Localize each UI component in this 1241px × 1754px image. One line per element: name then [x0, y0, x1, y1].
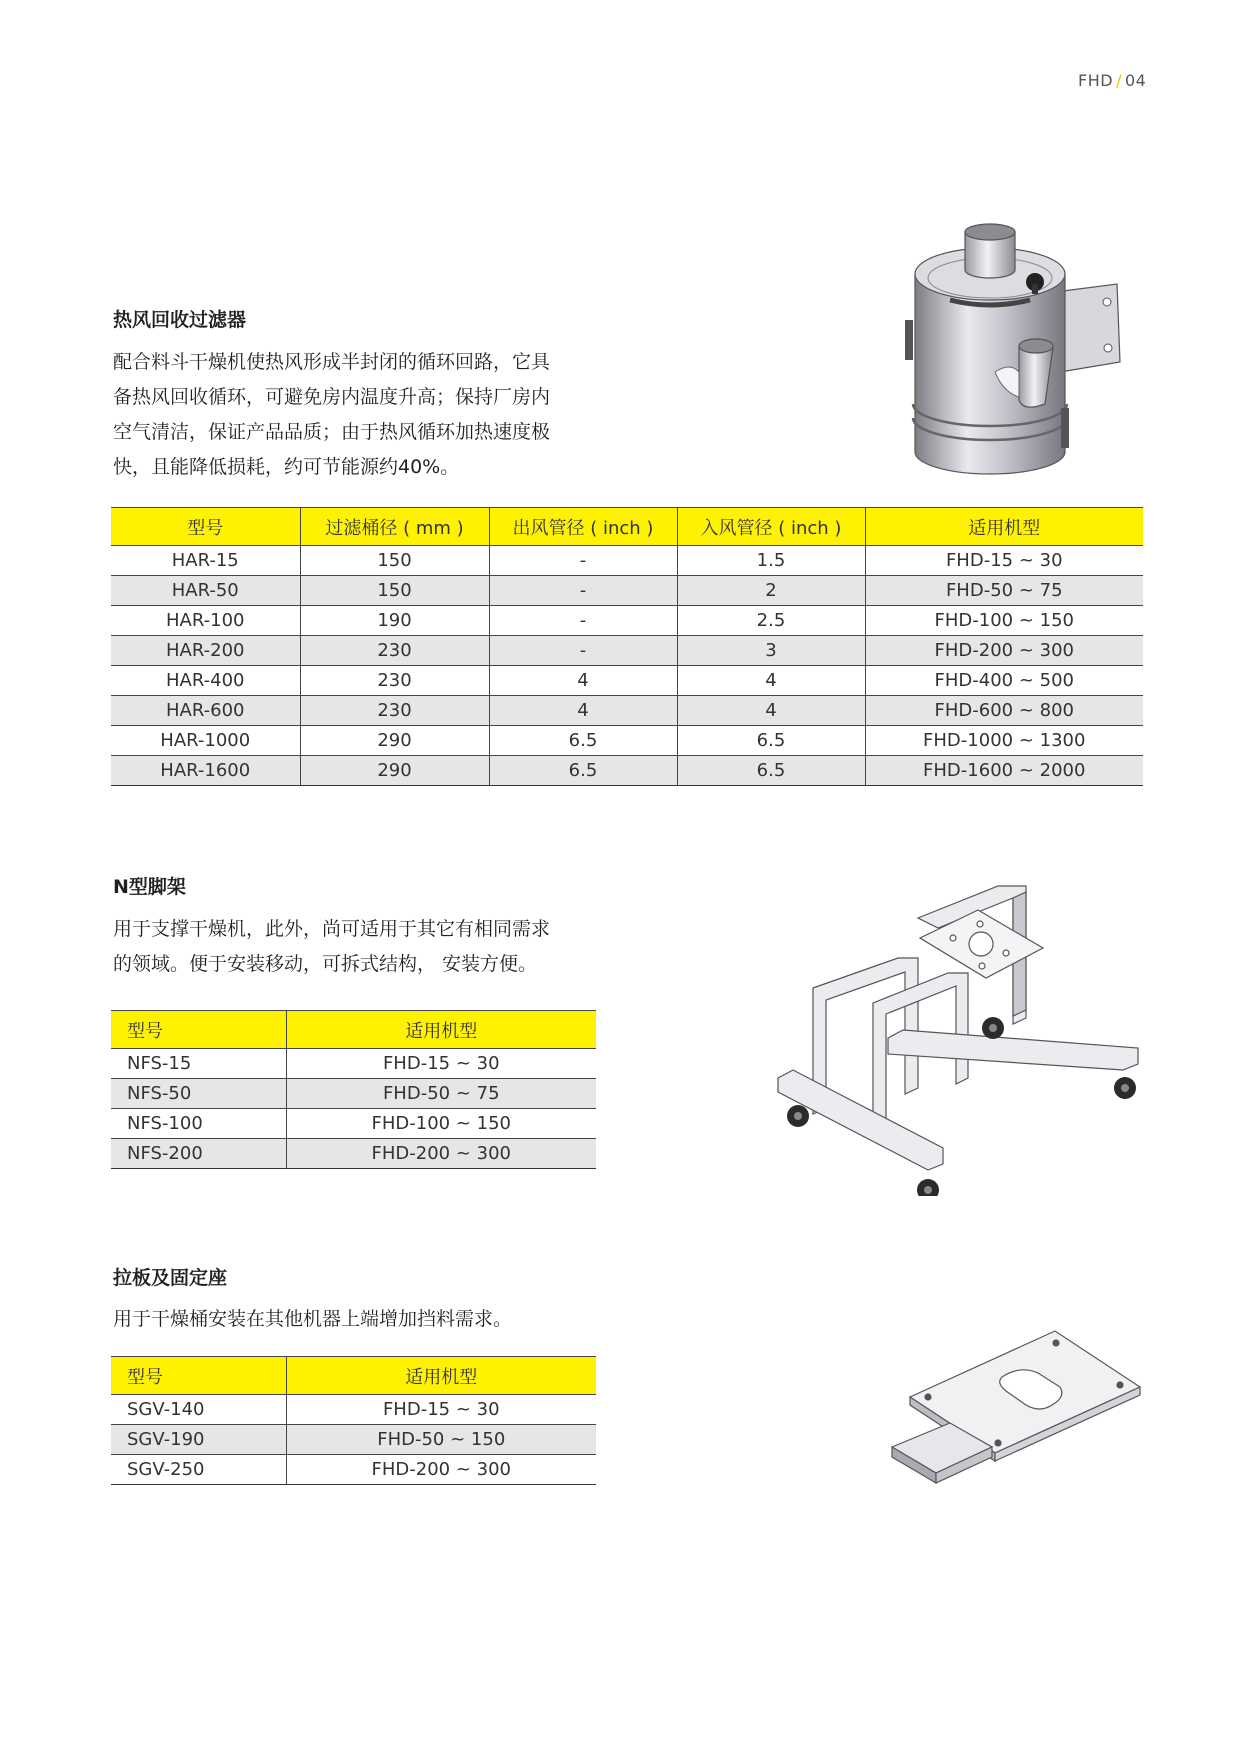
table-row: [111, 606, 1143, 636]
har-description-line: 空气清洁，保证产品品质；由于热风循环加热速度极: [113, 421, 551, 443]
har-description-line: 快，且能降低损耗，约可节能源约40%。: [113, 456, 460, 478]
table-cell: 6.5: [489, 756, 677, 786]
nfs-section-title: N型脚架: [113, 876, 186, 898]
table-cell: HAR-1000: [111, 726, 300, 756]
table-cell: 150: [300, 576, 489, 606]
table-cell: 1.5: [677, 546, 865, 576]
table-cell: FHD-15 ~ 30: [286, 1395, 596, 1425]
table-row: [111, 1049, 596, 1079]
table-cell: FHD-1000 ~ 1300: [865, 726, 1143, 756]
table-cell: SGV-250: [111, 1455, 286, 1485]
table-cell: FHD-1600 ~ 2000: [865, 756, 1143, 786]
table-header-row: [111, 1357, 596, 1395]
sgv-description: [113, 1302, 512, 1337]
table-cell: 3: [677, 636, 865, 666]
hot-air-filter-image: [895, 222, 1135, 490]
table-cell: HAR-600: [111, 696, 300, 726]
table-cell: 6.5: [489, 726, 677, 756]
table-cell: 6.5: [677, 756, 865, 786]
table-cell: 230: [300, 636, 489, 666]
har-description-line: 配合料斗干燥机使热风形成半封闭的循环回路，它具: [113, 351, 551, 373]
table-cell: -: [489, 546, 677, 576]
table-cell: 290: [300, 726, 489, 756]
column-header: 过滤桶径 ( mm ): [300, 508, 489, 546]
table-cell: FHD-200 ~ 300: [286, 1455, 596, 1485]
table-cell: 230: [300, 696, 489, 726]
column-header: 入风管径 ( inch ): [677, 508, 865, 546]
table-cell: SGV-140: [111, 1395, 286, 1425]
table-cell: FHD-600 ~ 800: [865, 696, 1143, 726]
nfs-description: [113, 912, 550, 982]
table-cell: 4: [489, 696, 677, 726]
table-cell: -: [489, 576, 677, 606]
n-stand-image: [768, 878, 1148, 1196]
table-header-row: [111, 508, 1143, 546]
table-cell: 6.5: [677, 726, 865, 756]
slide-plate-image: [880, 1325, 1145, 1495]
nfs-description-line: 的领域。便于安装移动，可拆式结构， 安装方便。: [113, 953, 538, 975]
table-cell: 2.5: [677, 606, 865, 636]
table-cell: 4: [489, 666, 677, 696]
table-cell: FHD-200 ~ 300: [286, 1139, 596, 1169]
table-cell: HAR-400: [111, 666, 300, 696]
table-cell: FHD-50 ~ 150: [286, 1425, 596, 1455]
table-row: [111, 756, 1143, 786]
sgv-section-title: 拉板及固定座: [113, 1267, 228, 1289]
table-row: [111, 636, 1143, 666]
table-cell: FHD-100 ~ 150: [865, 606, 1143, 636]
column-header: 出风管径 ( inch ): [489, 508, 677, 546]
table-cell: NFS-100: [111, 1109, 286, 1139]
har-description-line: 备热风回收循环，可避免房内温度升高；保持厂房内: [113, 386, 551, 408]
column-header: 适用机型: [286, 1357, 596, 1395]
table-cell: NFS-15: [111, 1049, 286, 1079]
table-cell: SGV-190: [111, 1425, 286, 1455]
table-cell: FHD-400 ~ 500: [865, 666, 1143, 696]
table-cell: 4: [677, 696, 865, 726]
table-cell: FHD-50 ~ 75: [865, 576, 1143, 606]
table-row: [111, 546, 1143, 576]
table-cell: HAR-50: [111, 576, 300, 606]
sgv-description-line: 用于干燥桶安装在其他机器上端增加挡料需求。: [113, 1308, 513, 1330]
column-header: 型号: [111, 1357, 286, 1395]
table-row: [111, 576, 1143, 606]
table-cell: HAR-15: [111, 546, 300, 576]
table-cell: FHD-200 ~ 300: [865, 636, 1143, 666]
table-cell: FHD-15 ~ 30: [865, 546, 1143, 576]
table-cell: 4: [677, 666, 865, 696]
table-cell: HAR-100: [111, 606, 300, 636]
table-cell: HAR-200: [111, 636, 300, 666]
table-row: [111, 1395, 596, 1425]
har-spec-table: [111, 507, 1143, 786]
table-cell: -: [489, 636, 677, 666]
page-separator: /: [1116, 71, 1122, 90]
column-header: 型号: [111, 508, 300, 546]
column-header: 适用机型: [286, 1011, 596, 1049]
table-cell: 190: [300, 606, 489, 636]
page-number: [1078, 71, 1146, 90]
table-cell: NFS-200: [111, 1139, 286, 1169]
table-row: [111, 1425, 596, 1455]
table-row: [111, 1139, 596, 1169]
table-cell: 150: [300, 546, 489, 576]
column-header: 适用机型: [865, 508, 1143, 546]
table-cell: 2: [677, 576, 865, 606]
table-cell: NFS-50: [111, 1079, 286, 1109]
table-cell: -: [489, 606, 677, 636]
table-cell: FHD-15 ~ 30: [286, 1049, 596, 1079]
har-section-title: 热风回收过滤器: [113, 309, 247, 331]
table-row: [111, 1109, 596, 1139]
table-cell: 230: [300, 666, 489, 696]
table-cell: FHD-50 ~ 75: [286, 1079, 596, 1109]
brand-label: FHD: [1078, 71, 1114, 90]
table-row: [111, 1455, 596, 1485]
table-row: [111, 726, 1143, 756]
table-header-row: [111, 1011, 596, 1049]
table-cell: HAR-1600: [111, 756, 300, 786]
table-row: [111, 1079, 596, 1109]
table-row: [111, 696, 1143, 726]
table-cell: 290: [300, 756, 489, 786]
table-cell: FHD-100 ~ 150: [286, 1109, 596, 1139]
sgv-spec-table: [111, 1356, 596, 1485]
page-label: 04: [1124, 71, 1147, 90]
table-row: [111, 666, 1143, 696]
nfs-description-line: 用于支撑干燥机，此外，尚可适用于其它有相同需求: [113, 918, 551, 940]
column-header: 型号: [111, 1011, 286, 1049]
nfs-spec-table: [111, 1010, 596, 1169]
har-description: [113, 345, 550, 485]
